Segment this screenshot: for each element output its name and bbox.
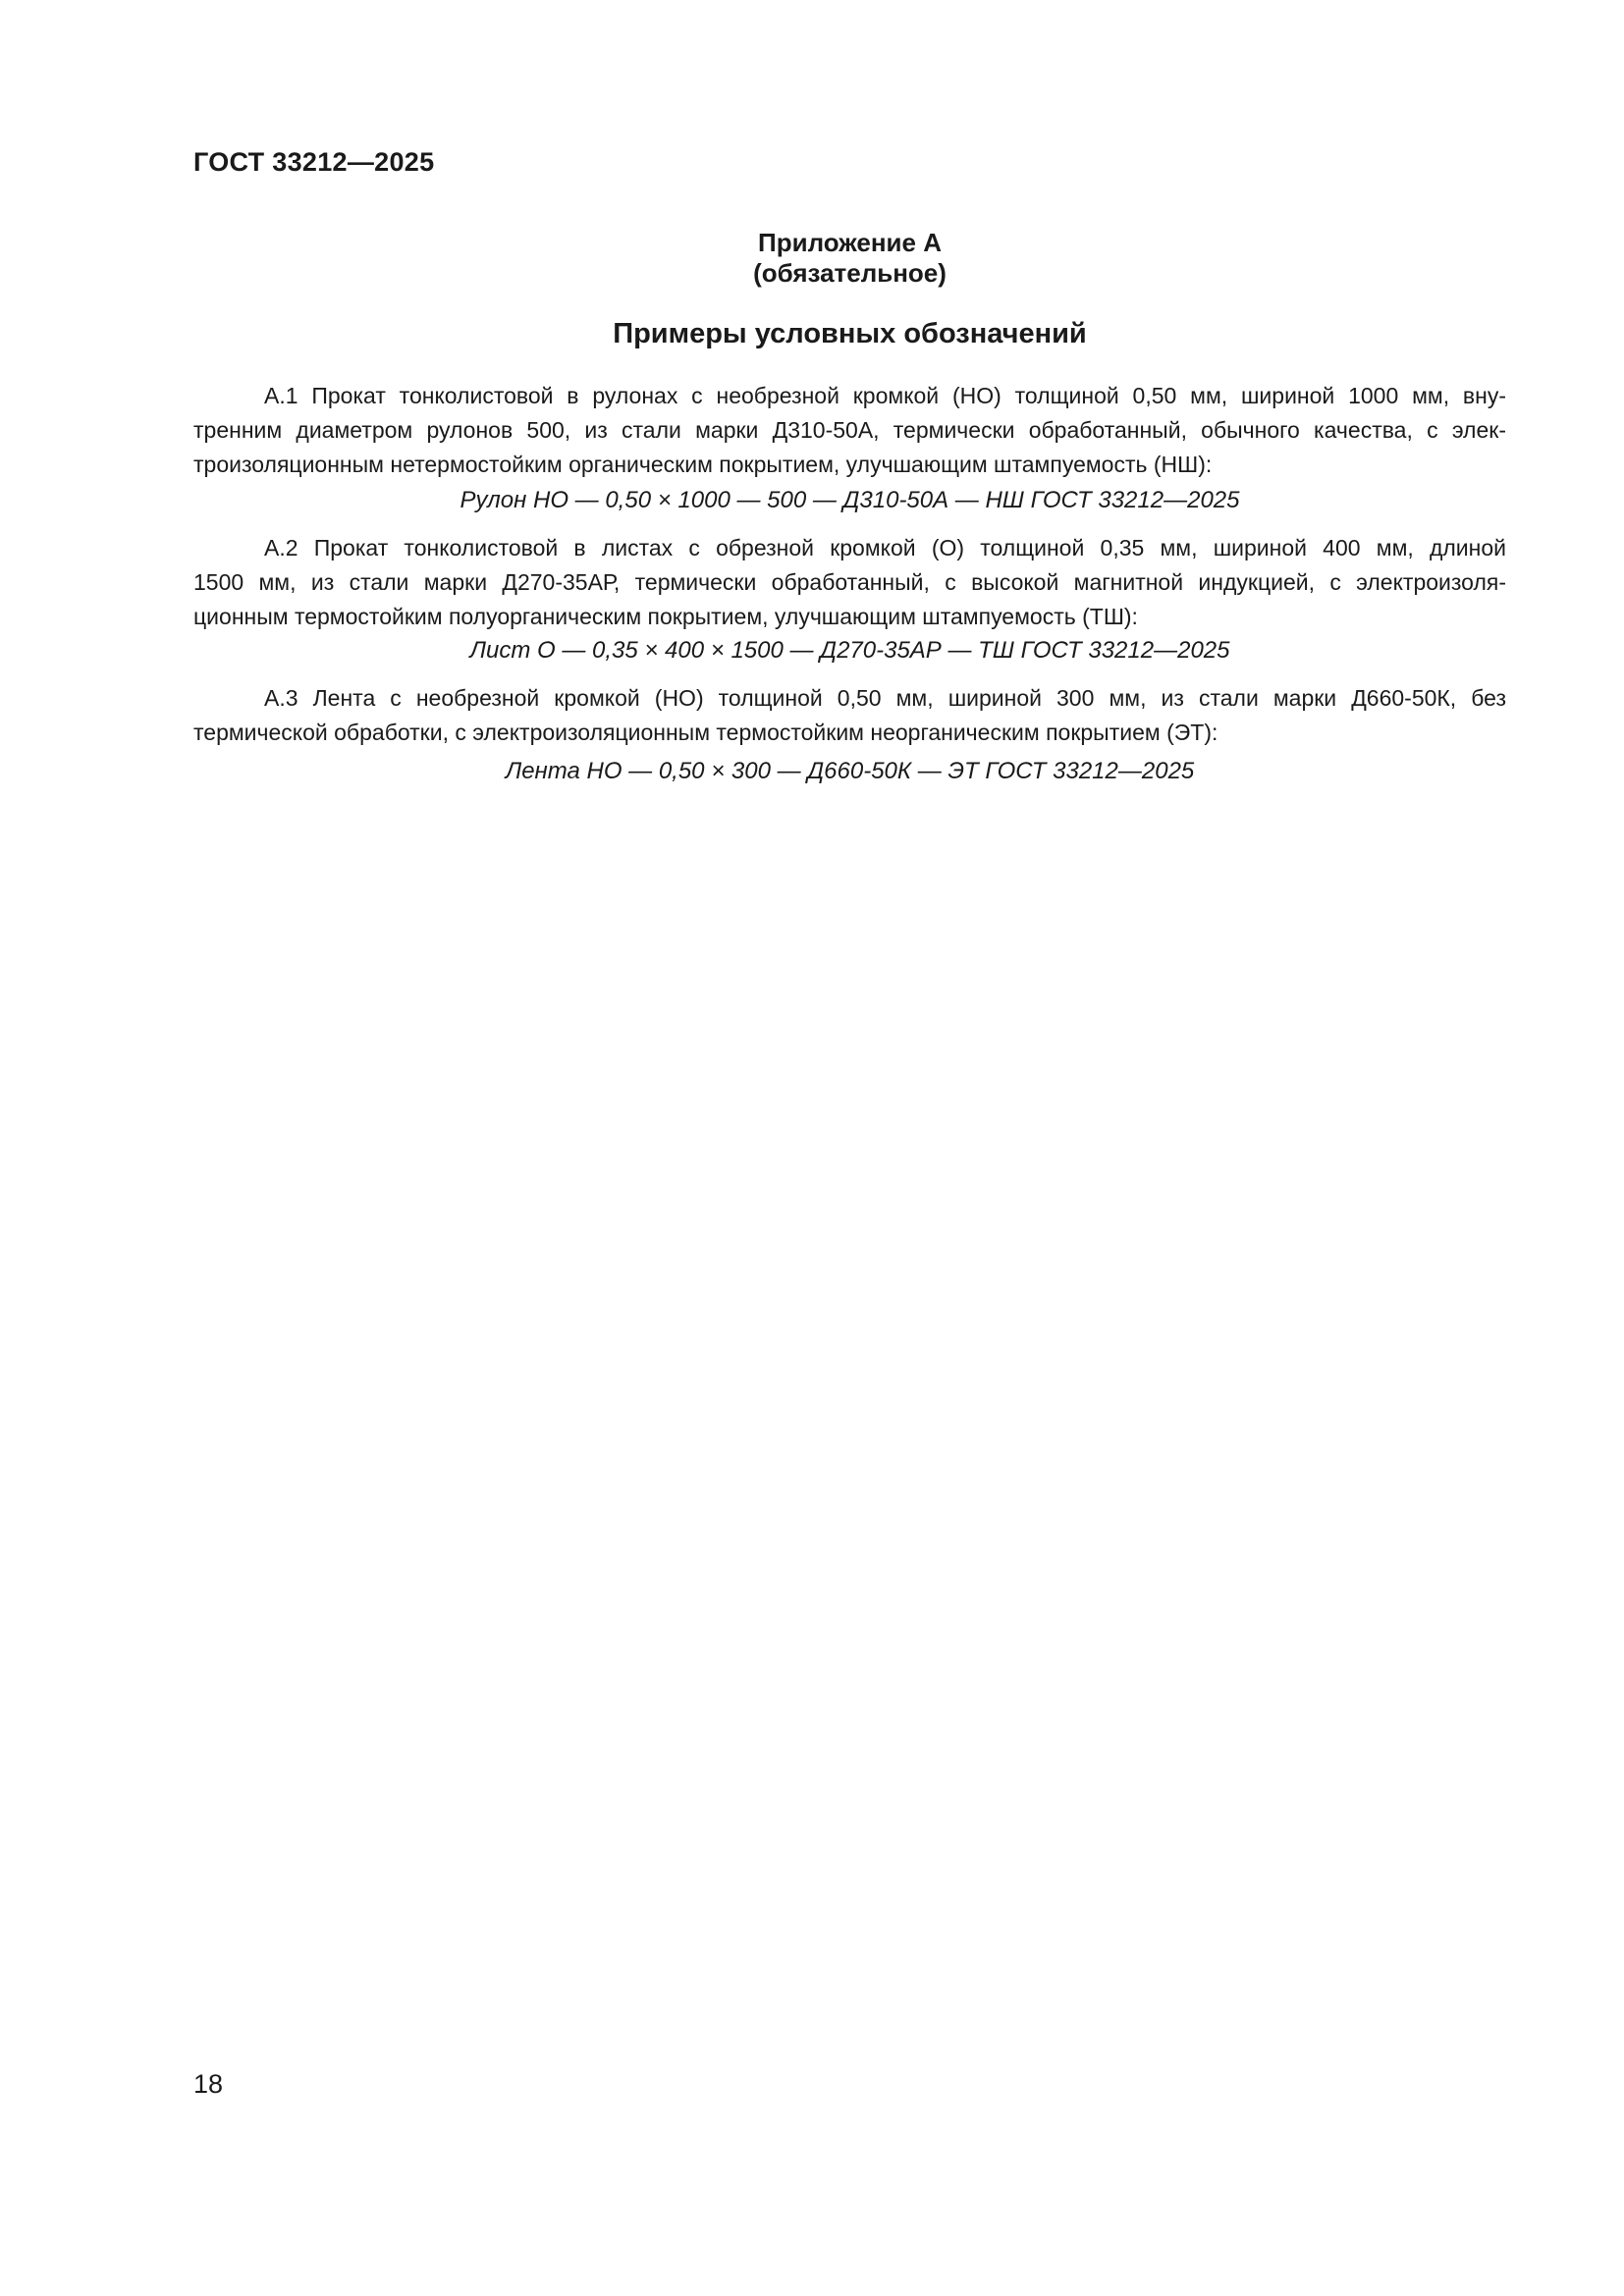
- paragraph-line: А.2 Прокат тонколистовой в листах с обрезной кромкой (О) толщиной 0,35 мм, шириной 400 мм, длиной: [264, 535, 1506, 561]
- paragraph-line: 1500 мм, из стали марки Д270-35АР, термически обработанный, с высокой магнитной индукцией, с электроизоля-: [193, 569, 1506, 595]
- paragraph-a1: [193, 379, 1506, 482]
- designation-example-a3: Лента НО — 0,50 × 300 — Д660-50К — ЭТ ГОСТ 33212—2025: [505, 758, 1195, 784]
- document-code: ГОСТ 33212—2025: [193, 147, 435, 177]
- section-heading: Примеры условных обозначений: [613, 318, 1087, 349]
- designation-example-a1: Рулон НО — 0,50 × 1000 — 500 — Д310-50А — НШ ГОСТ 33212—2025: [460, 487, 1240, 513]
- page-number: 18: [193, 2069, 224, 2099]
- paragraph-a3: [193, 681, 1506, 750]
- paragraph-line: тренним диаметром рулонов 500, из стали марки Д310-50А, термически обработанный, обычного качества, с элек-: [193, 417, 1506, 443]
- paragraph-line: А.1 Прокат тонколистовой в рулонах с необрезной кромкой (НО) толщиной 0,50 мм, шириной 1000 мм, вну-: [264, 383, 1506, 408]
- paragraph-line: А.3 Лента с необрезной кромкой (НО) толщиной 0,50 мм, шириной 300 мм, из стали марки Д660-50К, без: [264, 685, 1506, 711]
- designation-example-a2: Лист О — 0,35 × 400 × 1500 — Д270-35АР — ТШ ГОСТ 33212—2025: [469, 637, 1230, 664]
- paragraph-a2: [193, 531, 1506, 634]
- appendix-heading: [193, 228, 1506, 289]
- paragraph-line: термической обработки, с электроизоляционным термостойким неорганическим покрытием (ЭТ):: [193, 720, 1218, 745]
- appendix-kind: (обязательное): [753, 258, 947, 288]
- appendix-title: Приложение А: [758, 228, 942, 257]
- paragraph-line: ционным термостойким полуорганическим покрытием, улучшающим штампуемость (ТШ):: [193, 604, 1138, 629]
- paragraph-line: троизоляционным нетермостойким органическим покрытием, улучшающим штампуемость (НШ):: [193, 452, 1213, 477]
